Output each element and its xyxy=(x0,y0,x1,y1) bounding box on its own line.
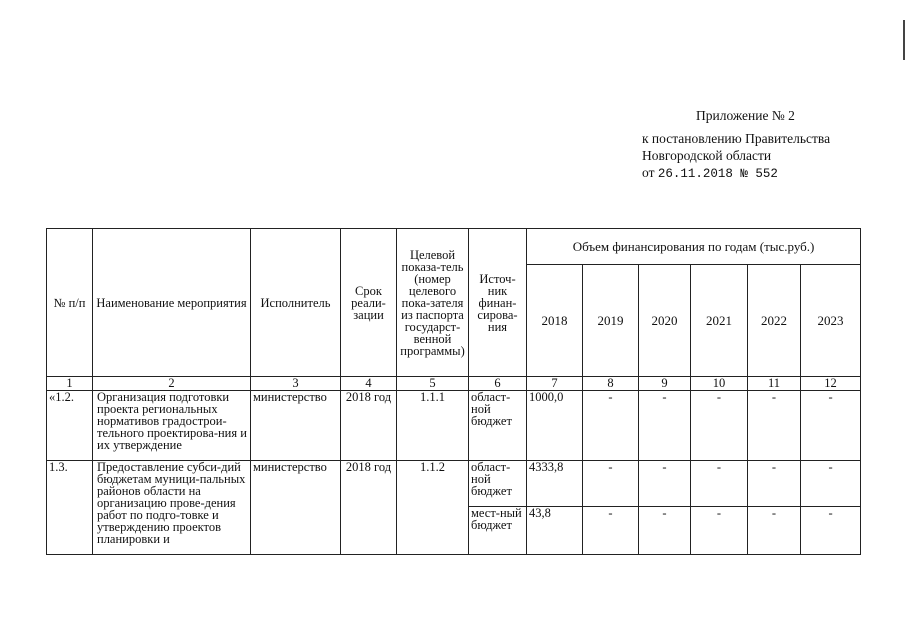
target-indicator: 1.1.2 xyxy=(397,461,469,555)
col-header-target: Целевой показа-тель (номер целевого пока-зателя из паспорта государст-венной программы) xyxy=(397,229,469,377)
activity-name: Предоставление субси-дий бюджетам муници-пальных районов области на организацию прове-дения работ по подго-товке и утверждению проектов планировки и xyxy=(93,461,251,555)
activity-name: Организация подготовки проекта региональных нормативов градострои-тельного проектирова-ния и их утверждение xyxy=(93,391,251,461)
value-2019: - xyxy=(583,391,639,461)
value-2020: - xyxy=(639,391,691,461)
header-row-1 xyxy=(47,229,861,265)
value-2021: - xyxy=(691,461,748,507)
funding-source: област-ной бюджет xyxy=(469,461,527,507)
year-header-2021: 2021 xyxy=(691,265,748,377)
column-number: 2 xyxy=(93,377,251,391)
value-2022: - xyxy=(748,461,801,507)
executor: министерство xyxy=(251,391,341,461)
value-2022: - xyxy=(748,391,801,461)
column-number-row xyxy=(47,377,861,391)
value-2021: - xyxy=(691,507,748,555)
column-number: 9 xyxy=(639,377,691,391)
appendix-title: Приложение № 2 xyxy=(696,108,795,123)
col-header-name: Наименование мероприятия xyxy=(93,229,251,377)
date-prefix: от xyxy=(642,165,658,180)
funding-source: област-ной бюджет xyxy=(469,391,527,461)
term: 2018 год xyxy=(341,391,397,461)
value-2023: - xyxy=(801,391,861,461)
column-number: 5 xyxy=(397,377,469,391)
column-number: 11 xyxy=(748,377,801,391)
value-2018: 1000,0 xyxy=(527,391,583,461)
appendix-reference xyxy=(642,130,830,183)
col-header-executor: Исполнитель xyxy=(251,229,341,377)
value-2021: - xyxy=(691,391,748,461)
col-header-funding: Объем финансирования по годам (тыс.руб.) xyxy=(527,229,861,265)
year-header-2023: 2023 xyxy=(801,265,861,377)
column-number: 6 xyxy=(469,377,527,391)
column-number: 12 xyxy=(801,377,861,391)
row-number: 1.3. xyxy=(47,461,93,555)
value-2018: 4333,8 xyxy=(527,461,583,507)
year-header-2019: 2019 xyxy=(583,265,639,377)
value-2020: - xyxy=(639,507,691,555)
term: 2018 год xyxy=(341,461,397,555)
value-2023: - xyxy=(801,461,861,507)
value-2018: 43,8 xyxy=(527,507,583,555)
value-2019: - xyxy=(583,507,639,555)
value-2023: - xyxy=(801,507,861,555)
reference-date-line xyxy=(642,164,830,183)
column-number: 1 xyxy=(47,377,93,391)
year-header-2020: 2020 xyxy=(639,265,691,377)
column-number: 3 xyxy=(251,377,341,391)
funding-source: мест-ный бюджет xyxy=(469,507,527,555)
table-row xyxy=(47,391,861,461)
date-value: 26.11.2018 № 552 xyxy=(657,167,778,181)
reference-line-2: Новгородской области xyxy=(642,148,772,163)
col-header-term: Срок реали-зации xyxy=(341,229,397,377)
row-number: «1.2. xyxy=(47,391,93,461)
executor: министерство xyxy=(251,461,341,555)
column-number: 10 xyxy=(691,377,748,391)
year-header-2022: 2022 xyxy=(748,265,801,377)
value-2019: - xyxy=(583,461,639,507)
column-number: 7 xyxy=(527,377,583,391)
column-number: 8 xyxy=(583,377,639,391)
col-header-source: Источ-ник финан-сирова-ния xyxy=(469,229,527,377)
reference-line-1: к постановлению Правительства xyxy=(642,131,831,146)
target-indicator: 1.1.1 xyxy=(397,391,469,461)
value-2022: - xyxy=(748,507,801,555)
year-header-2018: 2018 xyxy=(527,265,583,377)
value-2020: - xyxy=(639,461,691,507)
col-header-num: № п/п xyxy=(47,229,93,377)
program-activities-table xyxy=(46,228,861,555)
table-row xyxy=(47,461,861,507)
column-number: 4 xyxy=(341,377,397,391)
